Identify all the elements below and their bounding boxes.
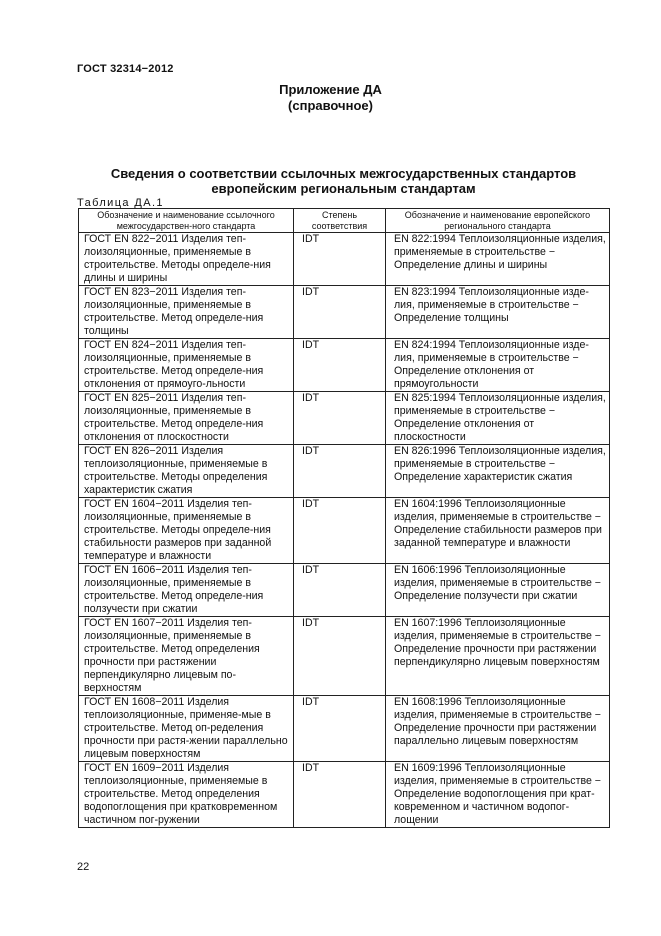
european-standard-cell: EN 1607:1996 Теплоизоляционные изделия, применяемые в строительстве − Определение прочности при растяжении перпендикулярно лицевым поверхностям	[386, 617, 610, 696]
european-standard-cell: EN 824:1994 Теплоизоляционные изде-лия, применяемые в строительстве − Определение отклонения от прямоугольности	[386, 339, 610, 392]
table-label: Таблица ДА.1	[77, 197, 164, 209]
degree-cell: IDT	[294, 286, 386, 339]
degree-cell: IDT	[294, 498, 386, 564]
section-title-line-2: европейским региональным стандартам	[211, 181, 476, 196]
european-standard-cell: EN 1608:1996 Теплоизоляционные изделия, применяемые в строительстве − Определение прочности при растяжении параллельно лицевым поверхностям	[386, 696, 610, 762]
degree-cell: IDT	[294, 233, 386, 286]
header-reference-standard: Обозначение и наименование ссылочного межгосударствен-ного стандарта	[79, 209, 294, 233]
correspondence-table	[78, 208, 610, 828]
table-header-row	[79, 209, 610, 233]
reference-standard-cell: ГОСТ EN 1606−2011 Изделия теп-лоизоляционные, применяемые в строительстве. Метод определе-ния ползучести при сжатии	[79, 564, 294, 617]
degree-cell: IDT	[294, 762, 386, 828]
european-standard-cell: EN 1609:1996 Теплоизоляционные изделия, применяемые в строительстве − Определение водопоглощения при крат-ковременном и частичном водопог-лощении	[386, 762, 610, 828]
section-title-line-1: Сведения о соответствии ссылочных межгосударственных стандартов	[110, 166, 577, 181]
table-row	[79, 286, 610, 339]
reference-standard-cell: ГОСТ EN 1609−2011 Изделия теплоизоляционные, применяемые в строительстве. Метод определения водопоглощения при кратковременном частичном пог-ружении	[79, 762, 294, 828]
degree-cell: IDT	[294, 617, 386, 696]
table-row	[79, 339, 610, 392]
european-standard-cell: EN 825:1994 Теплоизоляционные изделия, применяемые в строительстве − Определение отклонения от плоскостности	[386, 392, 610, 445]
degree-cell: IDT	[294, 445, 386, 498]
reference-standard-cell: ГОСТ EN 826−2011 Изделия теплоизоляционные, применяемые в строительстве. Методы определения характеристик сжатия	[79, 445, 294, 498]
european-standard-cell: EN 823:1994 Теплоизоляционные изде-лия, применяемые в строительстве − Определение толщины	[386, 286, 610, 339]
section-title	[77, 166, 610, 196]
table-row	[79, 392, 610, 445]
header-degree-of-conformity: Степень соответствия	[294, 209, 386, 233]
european-standard-cell: EN 826:1996 Теплоизоляционные изделия, применяемые в строительстве − Определение характеристик сжатия	[386, 445, 610, 498]
table-row	[79, 564, 610, 617]
european-standard-cell: EN 1606:1996 Теплоизоляционные изделия, применяемые в строительстве − Определение ползучести при сжатии	[386, 564, 610, 617]
table-row	[79, 445, 610, 498]
reference-standard-cell: ГОСТ EN 824−2011 Изделия теп-лоизоляционные, применяемые в строительстве. Метод определе-ния отклонения от прямоуго-льности	[79, 339, 294, 392]
european-standard-cell: EN 1604:1996 Теплоизоляционные изделия, применяемые в строительстве − Определение стабильности размеров при заданной температуре и влажности	[386, 498, 610, 564]
header-european-standard: Обозначение и наименование европейского регионального стандарта	[386, 209, 610, 233]
degree-cell: IDT	[294, 564, 386, 617]
reference-standard-cell: ГОСТ EN 1608−2011 Изделия теплоизоляционные, применяе-мые в строительстве. Метод оп-ределения прочности при растя-жении параллельно лицевым поверхностям	[79, 696, 294, 762]
reference-standard-cell: ГОСТ EN 1607−2011 Изделия теп-лоизоляционные, применяемые в строительстве. Метод определения прочности при растяжении перпендикулярно лицевым по-верхностям	[79, 617, 294, 696]
page-number: 22	[77, 861, 90, 873]
appendix-heading	[0, 82, 661, 114]
table-row	[79, 498, 610, 564]
appendix-title: Приложение ДА	[279, 82, 382, 97]
reference-standard-cell: ГОСТ EN 1604−2011 Изделия теп-лоизоляционные, применяемые в строительстве. Методы определе-ния стабильности размеров при заданной температуре и влажности	[79, 498, 294, 564]
reference-standard-cell: ГОСТ EN 825−2011 Изделия теп-лоизоляционные, применяемые в строительстве. Метод определе-ния отклонения от плоскостности	[79, 392, 294, 445]
standard-designation: ГОСТ 32314−2012	[77, 63, 174, 75]
table-row	[79, 617, 610, 696]
european-standard-cell: EN 822:1994 Теплоизоляционные изделия, применяемые в строительстве − Определение длины и ширины	[386, 233, 610, 286]
reference-standard-cell: ГОСТ EN 823−2011 Изделия теп-лоизоляционные, применяемые в строительстве. Метод определе-ния толщины	[79, 286, 294, 339]
table-row	[79, 233, 610, 286]
table-row	[79, 696, 610, 762]
degree-cell: IDT	[294, 392, 386, 445]
reference-standard-cell: ГОСТ EN 822−2011 Изделия теп-лоизоляционные, применяемые в строительстве. Методы определе-ния длины и ширины	[79, 233, 294, 286]
degree-cell: IDT	[294, 696, 386, 762]
degree-cell: IDT	[294, 339, 386, 392]
appendix-subtitle: (справочное)	[288, 98, 373, 113]
table-row	[79, 762, 610, 828]
